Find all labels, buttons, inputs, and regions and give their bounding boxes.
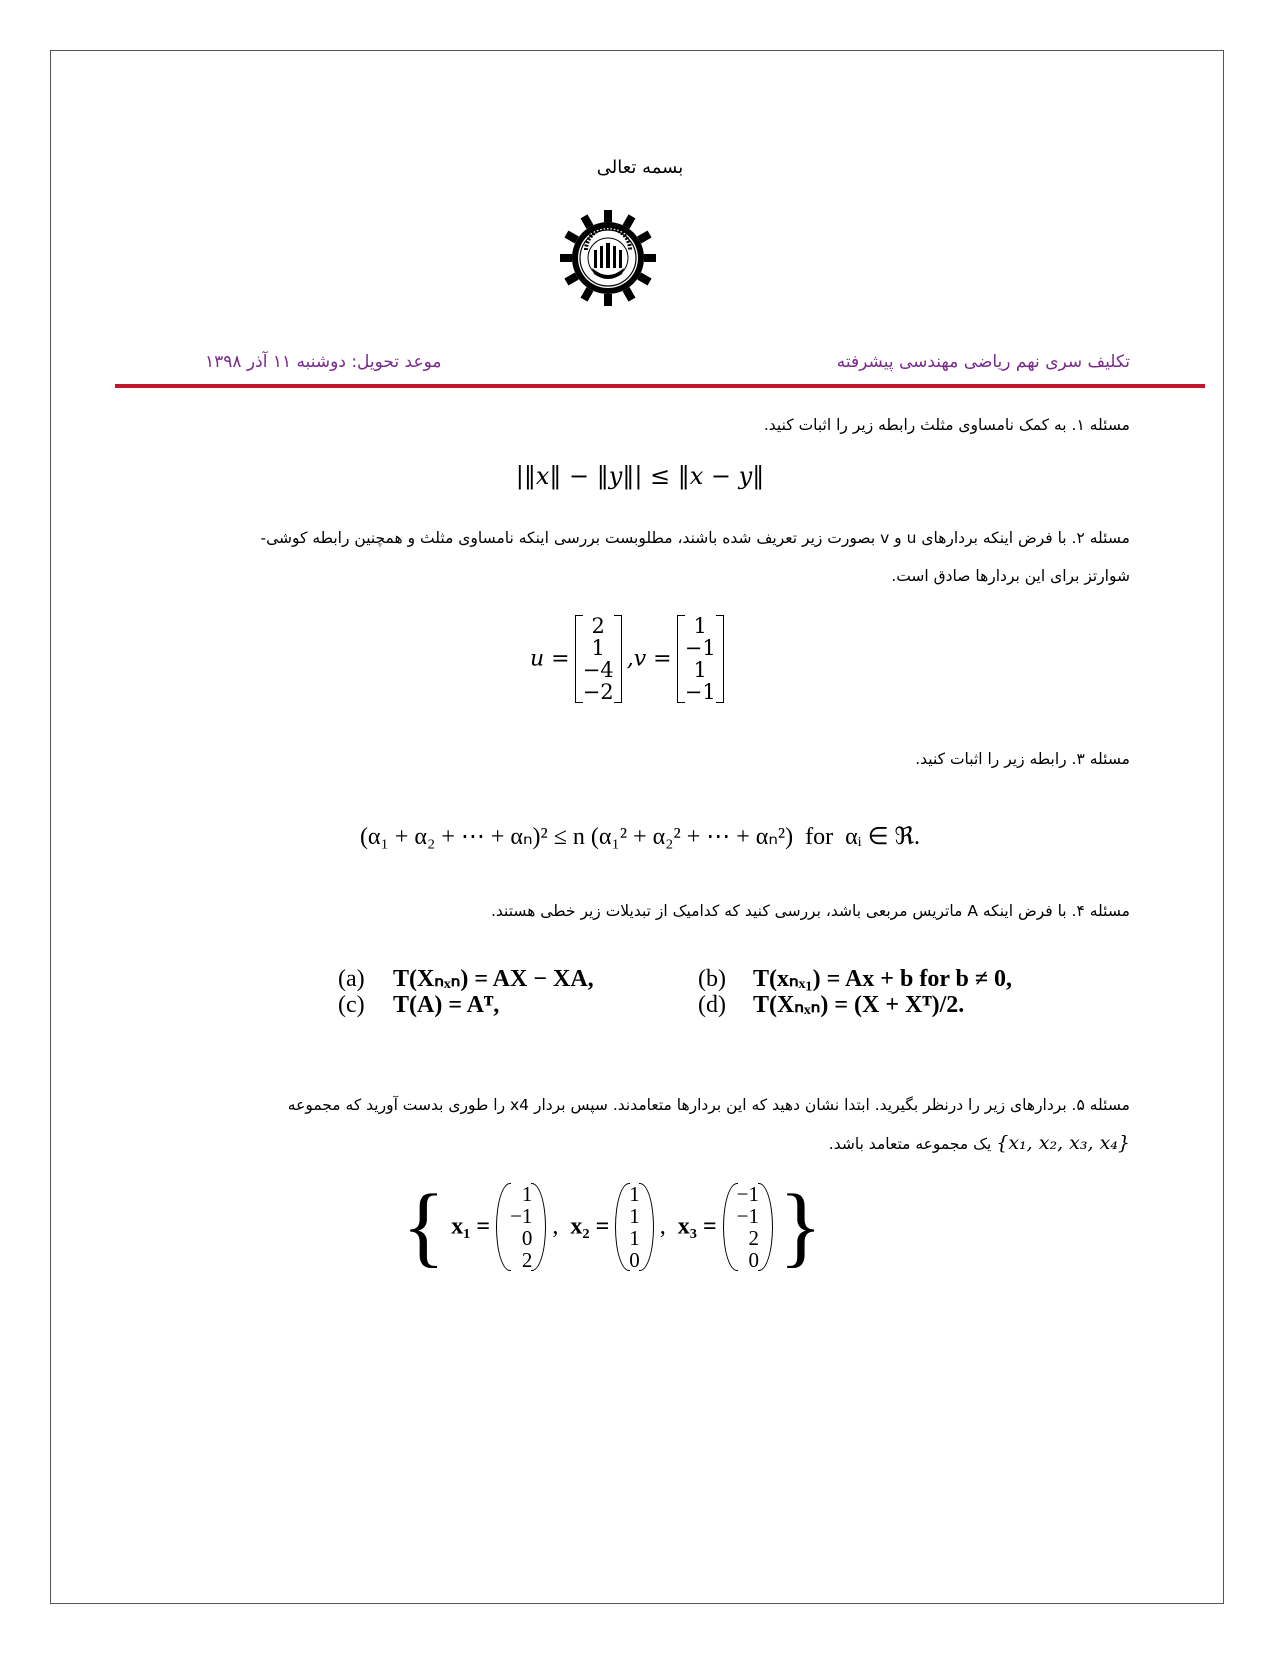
problem-5-vectors: { x₁ = 1 −1 0 2 , x₂ = 1 1 1 0 , x₃ = −1 −1 2 0 }	[402, 1177, 823, 1276]
x3-entry-1: −1	[736, 1182, 760, 1206]
problem-3-formula	[0, 822, 1280, 851]
problem-3-text: مسئله ۳. رابطه زیر را اثبات کنید.	[915, 750, 1130, 768]
orthogonal-set: {x₁, x₂, x₃, x₄}	[996, 1132, 1130, 1154]
transform-d-label: (d)	[698, 992, 726, 1018]
university-logo	[558, 208, 658, 308]
transform-b: T(xₙₓ₁) = Ax + b for b ≠ 0,	[753, 966, 1013, 992]
problem-4-text: مسئله ۴. با فرض اینکه A ماتریس مربعی باشد، بررسی کنید که کدامیک از تبدیلات زیر خطی هستند.	[490, 902, 1130, 920]
set-close-brace: }	[779, 1177, 823, 1276]
transform-d: T(Xₙₓₙ) = (X + Xᵀ)/2.	[753, 992, 965, 1018]
bismillah-heading: بسمه تعالی	[596, 157, 684, 178]
due-date: موعد تحویل: دوشنبه ۱۱ آذر ۱۳۹۸	[205, 352, 442, 372]
transform-c: T(A) = Aᵀ,	[393, 992, 500, 1018]
u-label: u =	[530, 646, 570, 672]
problem-4-transforms	[338, 966, 1098, 1018]
v-entry-2: −1	[684, 636, 716, 660]
x3-label: x₃ =	[677, 1213, 717, 1240]
u-entry-1: 2	[591, 614, 605, 638]
v-entry-3: 1	[693, 658, 707, 682]
x2-entry-2: 1	[629, 1204, 640, 1228]
x2-entry-3: 1	[629, 1226, 640, 1250]
u-entry-3: −4	[582, 658, 614, 682]
u-entry-2: 1	[591, 636, 605, 660]
v-entry-4: −1	[684, 680, 716, 704]
header-rule	[115, 384, 1205, 388]
v-vector	[677, 615, 724, 703]
problem-2-vectors	[530, 615, 724, 703]
set-open-brace: {	[402, 1177, 446, 1276]
x3-entry-4: 0	[748, 1248, 760, 1272]
x2-label: x₂ =	[570, 1213, 610, 1240]
u-vector	[575, 615, 622, 703]
problem-2-line-1: مسئله ۲. با فرض اینکه بردارهای u و v بصورت زیر تعریف شده باشند، مطلوبست بررسی اینکه نامساوی مثلث و همچنین رابطه کوشی-	[260, 529, 1130, 547]
x1-entry-2: −1	[510, 1204, 533, 1228]
problem-5-line-1: مسئله ۵. بردارهای زیر را درنظر بگیرید. ابتدا نشان دهید که این بردارها متعامدند. سپس بردار x4 را طوری بدست آورید که مجموعه	[287, 1096, 1130, 1114]
transform-c-label: (c)	[338, 992, 365, 1018]
v-label: ,v =	[626, 646, 672, 672]
x1-vector	[496, 1183, 546, 1271]
problem-5-line-2-text: یک مجموعه متعامد باشد.	[828, 1135, 992, 1153]
problem-5-line-2	[50, 1124, 1130, 1163]
problem-1-text: مسئله ۱. به کمک نامساوی مثلث رابطه زیر را اثبات کنید.	[763, 416, 1130, 434]
problem-2-line-2: شوارتز برای این بردارها صادق است.	[891, 567, 1130, 585]
x1-entry-3: 0	[521, 1226, 533, 1250]
transform-b-label: (b)	[698, 966, 726, 992]
transform-a: T(Xₙₓₙ) = AX − XA,	[393, 966, 594, 992]
x3-vector	[723, 1183, 773, 1271]
u-entry-4: −2	[582, 680, 614, 704]
transform-a-label: (a)	[338, 966, 365, 992]
problem-3-for: for	[805, 824, 834, 850]
x2-vector	[615, 1183, 654, 1271]
problem-3-inequality: (α₁ + α₂ + ⋯ + αₙ)² ≤ n (α₁² + α₂² + ⋯ + αₙ²)	[359, 824, 794, 850]
v-entry-1: 1	[693, 614, 707, 638]
x1-entry-1: 1	[521, 1182, 533, 1206]
x1-entry-4: 2	[521, 1248, 533, 1272]
x2-entry-1: 1	[629, 1182, 640, 1206]
x3-entry-3: 2	[748, 1226, 760, 1250]
x3-entry-2: −1	[736, 1204, 760, 1228]
problem-3-domain: αᵢ ∈ ℜ.	[845, 824, 921, 850]
problem-1-formula: |‖x‖ − ‖y‖| ≤ ‖x − y‖	[515, 462, 765, 490]
x2-entry-4: 0	[629, 1248, 640, 1272]
course-title: تکلیف سری نهم ریاضی مهندسی پیشرفته	[836, 352, 1130, 372]
x1-label: x₁ =	[451, 1213, 491, 1240]
